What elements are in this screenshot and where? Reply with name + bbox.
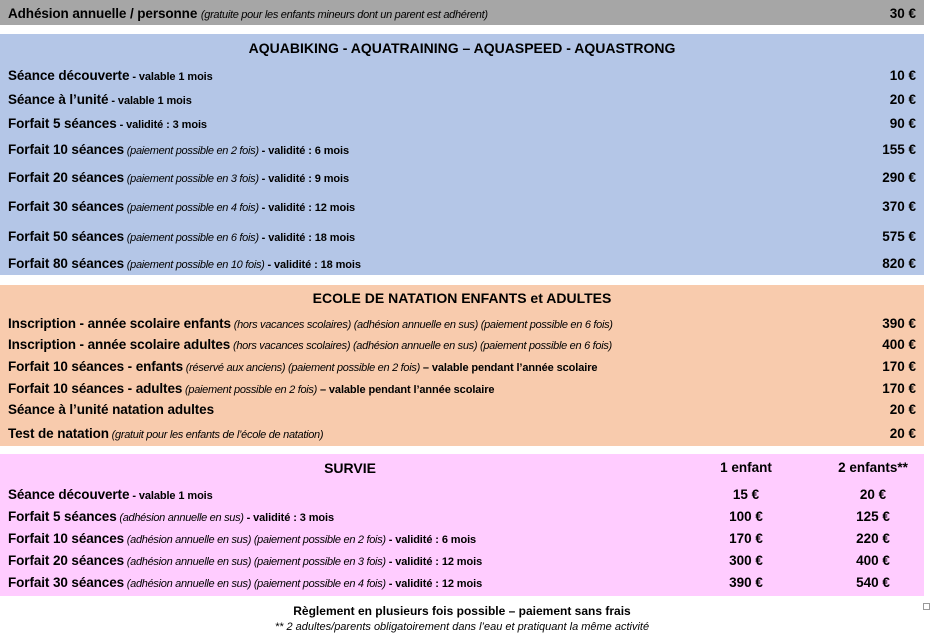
survie-row-validity: - validité : 12 mois: [385, 577, 483, 590]
survie-header-row: [0, 460, 924, 478]
ecole-row-label: [8, 402, 214, 417]
aqua-row-validity: - validité : 9 mois: [258, 172, 350, 185]
survie-row-title: Forfait 5 séances: [8, 508, 117, 524]
aqua-row: [0, 253, 924, 273]
ecole-row: [0, 423, 924, 443]
aqua-row-price: 820 €: [882, 255, 916, 271]
survie-row-note: (adhésion annuelle en sus) (paiement possible en 2 fois): [124, 533, 386, 546]
survie-row-title: Forfait 30 séances: [8, 574, 125, 590]
aqua-row-title: Forfait 10 séances: [8, 141, 125, 157]
ecole-row-title: Test de natation: [8, 425, 109, 441]
survie-row-title: Séance découverte: [8, 486, 130, 502]
corner-handle: [923, 603, 930, 610]
survie-row-price-2-enfants: 540 €: [856, 574, 890, 590]
survie-section: [0, 454, 924, 596]
aqua-row-note: (paiement possible en 4 fois): [124, 201, 259, 214]
adhesion-note: (gratuite pour les enfants mineurs dont un parent est adhérent): [200, 8, 488, 21]
survie-row-title: Forfait 10 séances: [8, 530, 125, 546]
aqua-row-label: [8, 92, 192, 107]
aqua-row-label: [8, 170, 349, 185]
ecole-row-title: Séance à l’unité natation adultes: [8, 401, 215, 417]
ecole-row-note: (paiement possible en 2 fois): [182, 383, 317, 396]
survie-row: [0, 528, 924, 548]
aqua-row-validity: - validité : 18 mois: [264, 258, 361, 271]
survie-row-price-2-enfants: 125 €: [856, 508, 890, 524]
survie-row-price-2-enfants: 400 €: [856, 552, 890, 568]
ecole-row: [0, 399, 924, 419]
aqua-row-title: Forfait 80 séances: [8, 255, 125, 271]
survie-row-price-1-enfant: 100 €: [729, 508, 763, 524]
ecole-row-label: [8, 426, 323, 441]
aqua-row-title: Forfait 50 séances: [8, 228, 125, 244]
survie-row-note: (adhésion annuelle en sus) (paiement possible en 3 fois): [124, 555, 386, 568]
aqua-row-price: 90 €: [889, 115, 916, 131]
ecole-row-price: 170 €: [882, 380, 916, 396]
aqua-row: [0, 65, 924, 85]
survie-row-price-1-enfant: 390 €: [729, 574, 763, 590]
survie-row: [0, 550, 924, 570]
aqua-row-note: (paiement possible en 10 fois): [124, 258, 265, 271]
survie-row-validity: - validité : 12 mois: [385, 555, 483, 568]
survie-col2-header: 2 enfants**: [838, 460, 908, 475]
aqua-row-label: [8, 142, 349, 157]
survie-col1-header: 1 enfant: [720, 460, 772, 475]
survie-row-price-2-enfants: 220 €: [856, 530, 890, 546]
survie-row-price-1-enfant: 170 €: [729, 530, 763, 546]
ecole-row-title: Forfait 10 séances - adultes: [8, 380, 183, 396]
survie-row: [0, 572, 924, 592]
ecole-row-note: (gratuit pour les enfants de l’école de natation): [108, 428, 324, 441]
ecole-row-price: 400 €: [882, 336, 916, 352]
aqua-row: [0, 113, 924, 133]
aqua-row-title: Forfait 20 séances: [8, 169, 125, 185]
ecole-row-title: Forfait 10 séances - enfants: [8, 358, 184, 374]
aqua-row-price: 370 €: [882, 198, 916, 214]
ecole-row-title: Inscription - année scolaire adultes: [8, 336, 231, 352]
ecole-row-note: (réservé aux anciens) (paiement possible en 2 fois): [183, 361, 420, 374]
ecole-row-price: 390 €: [882, 315, 916, 331]
survie-row-label: [8, 531, 476, 546]
ecole-row: [0, 378, 924, 398]
aqua-row-validity: - valable 1 mois: [108, 94, 192, 107]
aqua-row-validity: - valable 1 mois: [129, 70, 213, 83]
aqua-row-price: 155 €: [882, 141, 916, 157]
survie-row-title: Forfait 20 séances: [8, 552, 125, 568]
survie-row-price-1-enfant: 300 €: [729, 552, 763, 568]
survie-row-label: [8, 509, 334, 524]
adhesion-label: [8, 6, 488, 21]
aqua-row-title: Forfait 30 séances: [8, 198, 125, 214]
aqua-row-label: [8, 116, 207, 131]
aqua-row-note: (paiement possible en 6 fois): [124, 231, 259, 244]
aqua-row-validity: - validité : 18 mois: [258, 231, 356, 244]
ecole-row-note: (hors vacances scolaires) (adhésion annuelle en sus) (paiement possible en 6 fois): [230, 339, 612, 352]
ecole-row-label: [8, 381, 494, 396]
aqua-row-validity: - validité : 3 mois: [116, 118, 207, 131]
aqua-row-price: 575 €: [882, 228, 916, 244]
survie-row-label: [8, 553, 482, 568]
ecole-row-label: [8, 359, 597, 374]
ecole-row: [0, 313, 924, 333]
aqua-row-validity: - validité : 12 mois: [258, 201, 356, 214]
survie-row: [0, 484, 924, 504]
aqua-row-price: 10 €: [889, 67, 916, 83]
aqua-row: [0, 89, 924, 109]
adhesion-band: [0, 0, 924, 25]
aqua-title: AQUABIKING - AQUATRAINING – AQUASPEED - AQUASTRONG: [248, 40, 676, 56]
aqua-row-validity: - validité : 6 mois: [258, 144, 350, 157]
aqua-row-price: 290 €: [882, 169, 916, 185]
aqua-row-note: (paiement possible en 2 fois): [124, 144, 259, 157]
ecole-row-label: [8, 316, 613, 331]
survie-row-price-2-enfants: 20 €: [859, 486, 887, 502]
ecole-row-price: 170 €: [882, 358, 916, 374]
survie-row-label: [8, 487, 213, 502]
survie-row-price-1-enfant: 15 €: [732, 486, 760, 502]
aqua-row-label: [8, 68, 213, 83]
survie-row-validity: - validité : 3 mois: [243, 511, 334, 524]
ecole-row-price: 20 €: [889, 401, 916, 417]
survie-row: [0, 506, 924, 526]
survie-row-label: [8, 575, 482, 590]
aqua-row-note: (paiement possible en 3 fois): [124, 172, 259, 185]
aqua-row-title: Séance à l’unité: [8, 91, 109, 107]
ecole-row-label: [8, 337, 612, 352]
aqua-row-label: [8, 229, 355, 244]
adhesion-price: 30 €: [889, 5, 916, 21]
aqua-row: [0, 167, 924, 187]
adhesion-row: [0, 4, 924, 22]
survie-title: SURVIE: [324, 460, 376, 476]
survie-row-note: (adhésion annuelle en sus) (paiement possible en 4 fois): [124, 577, 386, 590]
aqua-row-title: Forfait 5 séances: [8, 115, 117, 131]
ecole-row-validity: – valable pendant l’année scolaire: [419, 361, 598, 374]
ecole-title: ECOLE DE NATATION ENFANTS et ADULTES: [312, 290, 612, 306]
aqua-row: [0, 139, 924, 159]
aqua-row-label: [8, 199, 355, 214]
ecole-row-note: (hors vacances scolaires) (adhésion annuelle en sus) (paiement possible en 6 fois): [230, 318, 613, 331]
survie-row-validity: - validité : 6 mois: [385, 533, 477, 546]
aqua-row: [0, 226, 924, 246]
aqua-section: [0, 34, 924, 275]
aqua-row-price: 20 €: [889, 91, 916, 107]
ecole-row-validity: – valable pendant l’année scolaire: [316, 383, 495, 396]
ecole-row: [0, 334, 924, 354]
aqua-row-title: Séance découverte: [8, 67, 130, 83]
footer-line2: ** 2 adultes/parents obligatoirement dans l’eau et pratiquant la même activité: [274, 621, 650, 633]
survie-row-validity: - valable 1 mois: [129, 489, 213, 502]
ecole-row-price: 20 €: [889, 425, 916, 441]
survie-row-note: (adhésion annuelle en sus): [116, 511, 244, 524]
aqua-row: [0, 196, 924, 216]
ecole-row: [0, 356, 924, 376]
ecole-section: [0, 285, 924, 446]
ecole-row-title: Inscription - année scolaire enfants: [8, 315, 231, 331]
adhesion-label-text: Adhésion annuelle / personne: [8, 5, 198, 21]
aqua-row-label: [8, 256, 361, 271]
footer-line1: Règlement en plusieurs fois possible – paiement sans frais: [293, 604, 631, 618]
